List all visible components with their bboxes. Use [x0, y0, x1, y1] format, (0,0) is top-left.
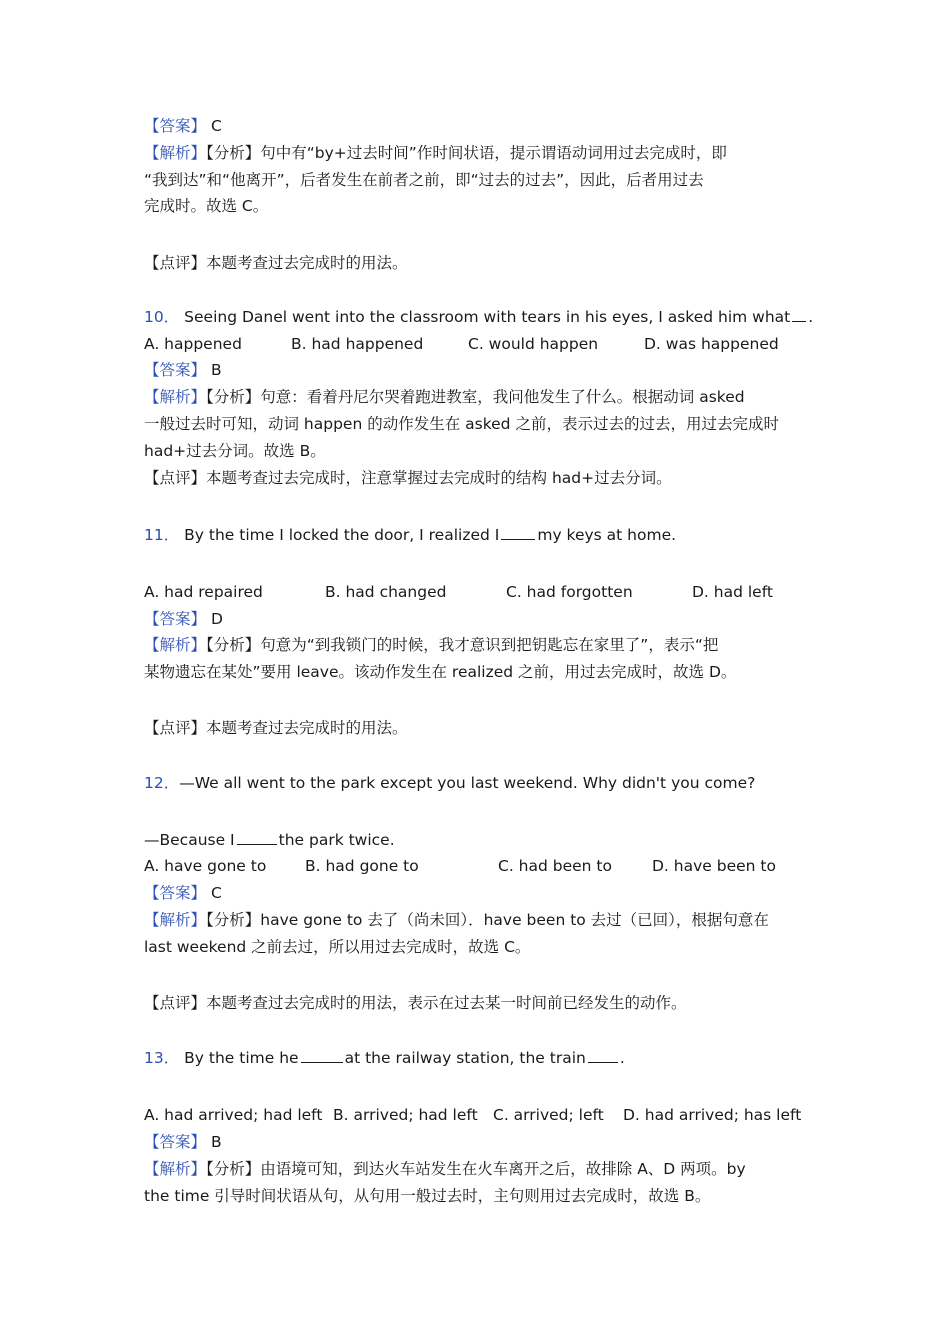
question-text: Seeing Danel went into the classroom with tears in his eyes, I asked him what — [184, 308, 791, 326]
answer-label: 【答案】 — [144, 117, 207, 135]
answer-value: D — [210, 610, 223, 628]
question-text-mid: at the railway station, the train — [344, 1049, 586, 1067]
q11-analysis-line-1 — [144, 635, 718, 655]
q10-answer-line — [144, 360, 222, 380]
answer-blank — [301, 1048, 343, 1063]
answer-value: B — [210, 361, 222, 379]
q11-comment-line — [144, 718, 408, 738]
answer-label: 【答案】 — [144, 884, 207, 902]
q11-answer-line — [144, 609, 223, 629]
analysis-label: 【解析】 — [144, 388, 207, 406]
q12-option-a: A. have gone to — [144, 857, 267, 875]
question-number: 13． — [144, 1049, 180, 1067]
q13-option-d: D. had arrived; has left — [623, 1106, 802, 1124]
answer-label: 【答案】 — [144, 610, 207, 628]
question-text: —We all went to the park except you last weekend. Why didn't you come? — [179, 774, 756, 792]
q12-answer-line — [144, 883, 222, 903]
comment-label: 【点评】 — [144, 469, 207, 487]
q13-analysis-line-2: the time 引导时间状语从句，从句用一般过去时，主句则用过去完成时，故选 B。 — [144, 1187, 711, 1205]
q10-comment-line — [144, 468, 672, 488]
answer-blank — [792, 307, 806, 322]
question-text: By the time he — [184, 1049, 299, 1067]
analysis-text: 【分析】have gone to 去了（尚未回）．have been to 去过（已回），根据句意在 — [206, 911, 769, 929]
q13-option-b: B. arrived; had left — [333, 1106, 478, 1124]
q13-option-a: A. had arrived; had left — [144, 1106, 323, 1124]
comment-text: 本题考查过去完成时的用法。 — [206, 254, 408, 272]
question-number: 12． — [144, 774, 180, 792]
q11-option-a: A. had repaired — [144, 583, 263, 601]
q10-analysis-line-3: had+过去分词。故选 B。 — [144, 442, 326, 460]
q13-analysis-line-1 — [144, 1159, 746, 1179]
q11-option-b: B. had changed — [325, 583, 447, 601]
analysis-text: 【分析】由语境可知，到达火车站发生在火车离开之后，故排除 A、D 两项。by — [206, 1160, 746, 1178]
answer-label: 【答案】 — [144, 361, 207, 379]
comment-text: 本题考查过去完成时的用法，表示在过去某一时间前已经发生的动作。 — [206, 994, 687, 1012]
answer-blank — [237, 830, 277, 845]
answer-value: C — [210, 117, 222, 135]
q12-option-c: C. had been to — [498, 857, 612, 875]
comment-text: 本题考查过去完成时，注意掌握过去完成时的结构 had+过去分词。 — [206, 469, 672, 487]
analysis-label: 【解析】 — [144, 636, 207, 654]
answer-blank — [588, 1048, 618, 1063]
analysis-text: 【分析】句中有“by+过去时间”作时间状语，提示谓语动词用过去完成时，即 — [206, 144, 727, 162]
prev-comment-line — [144, 253, 408, 273]
q10-option-d: D. was happened — [644, 335, 779, 353]
comment-label: 【点评】 — [144, 719, 207, 737]
question-end: . — [808, 308, 814, 326]
q12-analysis-line-1 — [144, 910, 769, 930]
analysis-text: 【分析】句意为“到我锁门的时候，我才意识到把钥匙忘在家里了”，表示“把 — [206, 636, 719, 654]
comment-label: 【点评】 — [144, 254, 207, 272]
q11-analysis-line-2: 某物遗忘在某处”要用 leave。该动作发生在 realized 之前，用过去完成时，故选 D。 — [144, 663, 737, 681]
question-text-end: my keys at home. — [537, 526, 677, 544]
comment-label: 【点评】 — [144, 994, 207, 1012]
q10-option-b: B. had happened — [291, 335, 424, 353]
analysis-text: 【分析】句意：看着丹尼尔哭着跑进教室，我问他发生了什么。根据动词 asked — [206, 388, 745, 406]
q12-stem-line-2 — [144, 830, 395, 850]
answer-value: B — [210, 1133, 222, 1151]
question-number: 11． — [144, 526, 180, 544]
analysis-label: 【解析】 — [144, 911, 207, 929]
answer-blank — [501, 525, 535, 540]
question-text-end: the park twice. — [278, 831, 395, 849]
q12-analysis-line-2: last weekend 之前去过，所以用过去完成时，故选 C。 — [144, 938, 531, 956]
q10-option-a: A. happened — [144, 335, 242, 353]
question-text: —Because I — [144, 831, 235, 849]
prev-answer-line — [144, 116, 222, 136]
q13-stem — [144, 1048, 625, 1068]
q10-analysis-line-2: 一般过去时可知，动词 happen 的动作发生在 asked 之前，表示过去的过去，用过去完成时 — [144, 415, 779, 433]
q10-option-c: C. would happen — [468, 335, 599, 353]
q12-comment-line — [144, 993, 687, 1013]
q13-answer-line — [144, 1132, 222, 1152]
q11-stem — [144, 525, 676, 545]
prev-analysis-line-3: 完成时。故选 C。 — [144, 197, 269, 215]
q11-option-d: D. had left — [692, 583, 773, 601]
prev-analysis-line-1 — [144, 143, 727, 163]
question-text: By the time I locked the door, I realized I — [184, 526, 500, 544]
q12-option-d: D. have been to — [652, 857, 776, 875]
q12-option-b: B. had gone to — [305, 857, 419, 875]
prev-analysis-line-2: “我到达”和“他离开”，后者发生在前者之前，即“过去的过去”，因此，后者用过去 — [144, 171, 704, 189]
answer-label: 【答案】 — [144, 1133, 207, 1151]
analysis-label: 【解析】 — [144, 144, 207, 162]
q10-analysis-line-1 — [144, 387, 745, 407]
q13-option-c: C. arrived; left — [493, 1106, 604, 1124]
analysis-label: 【解析】 — [144, 1160, 207, 1178]
q11-option-c: C. had forgotten — [506, 583, 633, 601]
question-end: . — [619, 1049, 625, 1067]
answer-value: C — [210, 884, 222, 902]
q10-stem — [144, 307, 813, 327]
question-number: 10． — [144, 308, 180, 326]
comment-text: 本题考查过去完成时的用法。 — [206, 719, 408, 737]
q12-stem-line-1 — [144, 773, 755, 793]
